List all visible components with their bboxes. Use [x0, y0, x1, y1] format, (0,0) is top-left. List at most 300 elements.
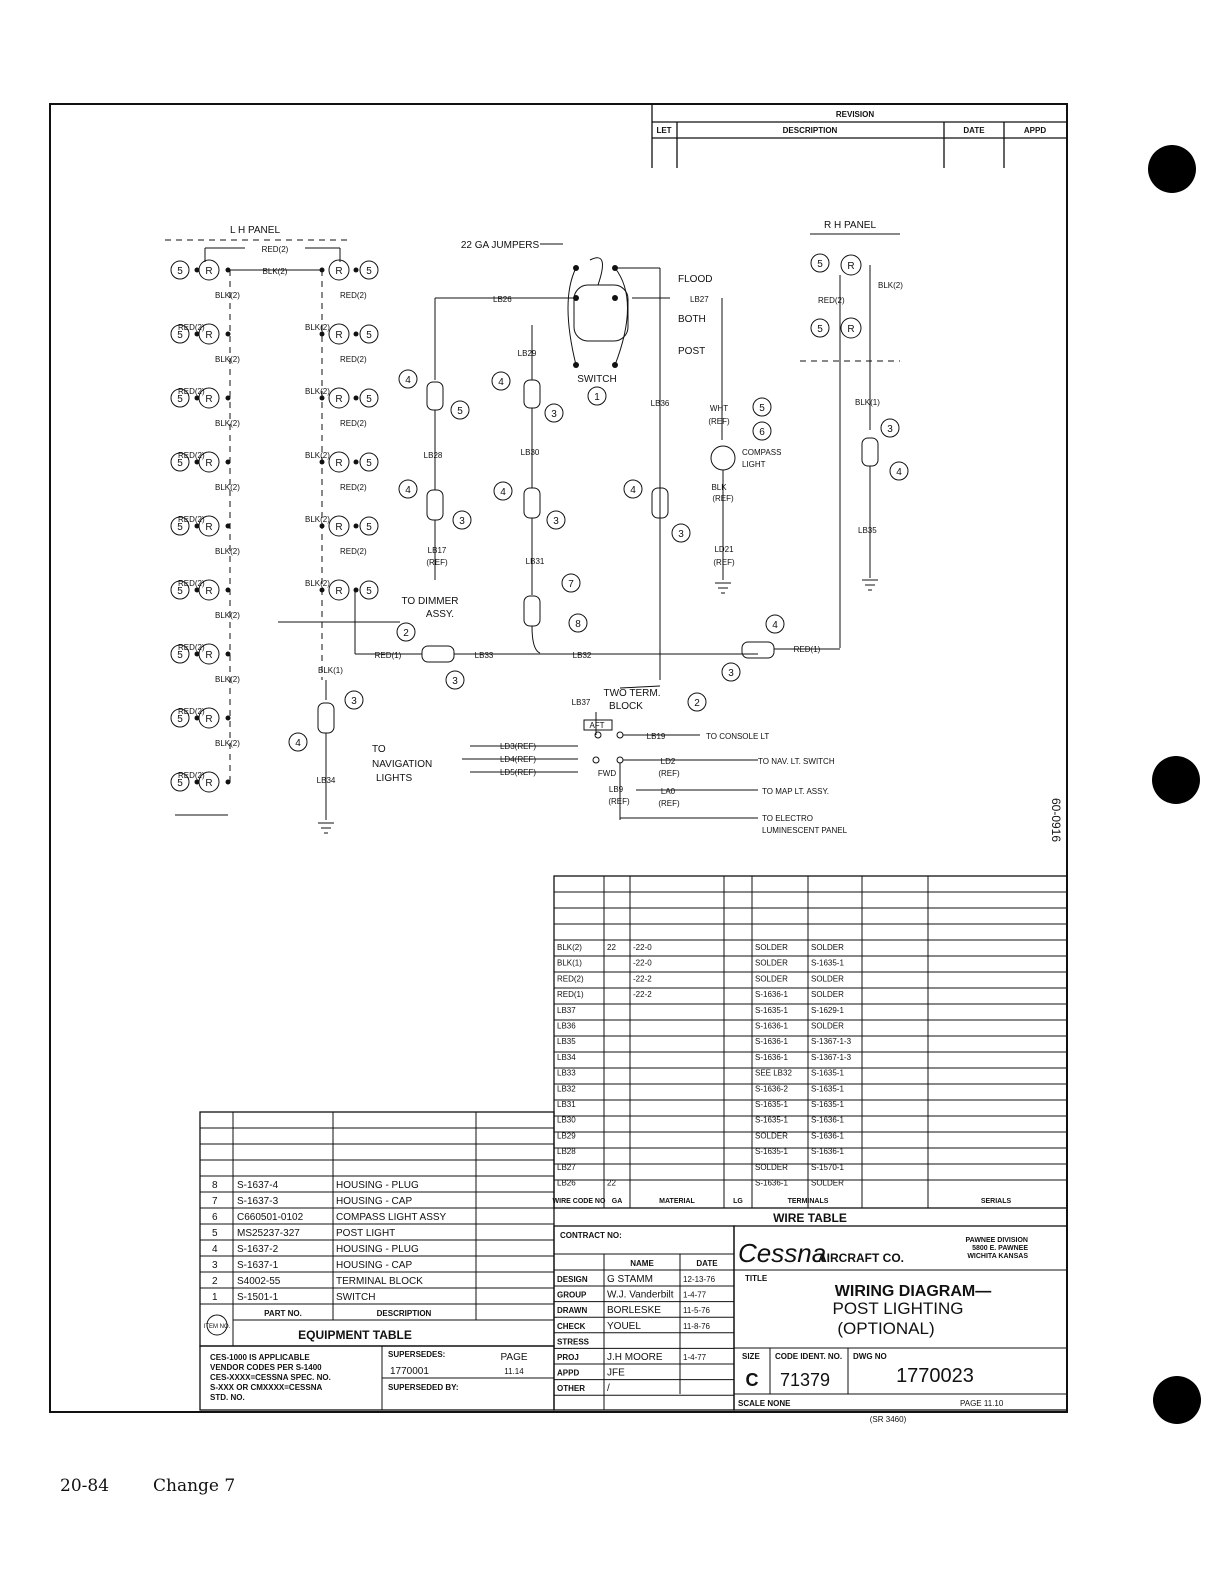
wire-lb31: LB31: [525, 557, 545, 566]
wire-lb30: LB30: [520, 448, 540, 457]
dest-electro1: TO ELECTRO: [762, 814, 813, 823]
title-label: TITLE: [745, 1274, 768, 1283]
wire-table-cell: LB33: [557, 1068, 576, 1078]
wire-table-cell: BLK(1): [557, 958, 582, 968]
svg-text:1: 1: [594, 392, 600, 403]
terminal-block-area: [372, 686, 848, 835]
wire-table-title: WIRE TABLE: [773, 1211, 847, 1225]
callout-5: 5: [366, 586, 372, 597]
lh-left-post-light: [171, 260, 231, 280]
rh-post-light-1: [811, 254, 861, 275]
svg-text:3: 3: [459, 516, 465, 527]
wire-ld21: LD21: [714, 545, 734, 554]
wire-table-cell: 22: [607, 1178, 616, 1188]
svg-text:3: 3: [351, 696, 357, 707]
lh-left-wire-label: RED(2): [178, 451, 205, 460]
lamp-letter: R: [335, 394, 343, 405]
wire-lb33: LB33: [474, 651, 494, 660]
note-3: CES-XXXX=CESSNA SPEC. NO.: [210, 1373, 331, 1382]
lh-left-wire-label: BLK(2): [215, 355, 240, 364]
lh-right-wire-label: RED(2): [340, 483, 367, 492]
code-ident-value: 71379: [780, 1370, 831, 1390]
wire-table-cell: S-1635-1: [755, 1100, 788, 1109]
wire-table-cell: RED(1): [557, 990, 584, 1000]
lh-panel: [165, 225, 378, 792]
eq-part-no: S-1637-4: [237, 1180, 279, 1191]
wire-wht: WHT: [709, 404, 729, 413]
approval-role: OTHER: [557, 1384, 585, 1394]
eq-description: HOUSING - CAP: [336, 1260, 413, 1271]
wire-blk-compass: BLK: [711, 483, 727, 492]
eq-part-no: S4002-55: [237, 1276, 281, 1287]
lh-left-wire-label: BLK(2): [215, 675, 240, 684]
wire-table-cell: SOLDER: [811, 1021, 844, 1031]
svg-text:3: 3: [551, 409, 557, 420]
approval-name: /: [607, 1383, 610, 1395]
wire-table-cell: SOLDER: [811, 990, 844, 1000]
compass-light-bulb: [711, 446, 735, 470]
dest-lb9: LB9: [608, 785, 624, 794]
eq-part-no: S-1637-3: [237, 1196, 279, 1207]
dest-ld2: LD2: [660, 757, 676, 766]
callout-5: 5: [177, 394, 183, 405]
wire-lb17-ref: (REF): [426, 558, 448, 567]
lamp-letter: R: [205, 586, 213, 597]
eq-description: COMPASS LIGHT ASSY: [336, 1212, 447, 1223]
code-ident-label: CODE IDENT. NO.: [775, 1352, 843, 1361]
callout-5: 5: [177, 522, 183, 533]
wire-table-cell: S-1367-1-3: [811, 1052, 852, 1062]
wire-table-cell: S-1635-1: [755, 1115, 788, 1125]
wire-table-cell: LB27: [557, 1162, 576, 1172]
drawing-border: [50, 104, 1067, 1412]
svg-text:4: 4: [405, 375, 411, 386]
page-number: PAGE 11.10: [960, 1399, 1004, 1408]
lh-left-wire-label: BLK(2): [215, 547, 240, 556]
wire-table-cell: SOLDER: [811, 1178, 844, 1188]
wire-table-cell: S-1635-1: [811, 1084, 844, 1094]
note-2: VENDOR CODES PER S-1400: [210, 1363, 322, 1372]
wire-table-cell: LB31: [557, 1100, 576, 1109]
approval-role: PROJ: [557, 1353, 579, 1362]
lh-left-wire-label: BLK(2): [215, 739, 240, 748]
lh-right-wire-label: BLK(2): [305, 515, 330, 524]
wire-table-cell: SOLDER: [755, 1131, 788, 1141]
wire-blk-ref: (REF): [712, 494, 734, 503]
notes-block: [200, 1346, 554, 1410]
note-1: CES-1000 IS APPLICABLE: [210, 1353, 310, 1362]
lb35-label: LB35: [858, 526, 877, 535]
svg-text:3: 3: [887, 424, 893, 435]
nav-ld3: LD3(REF): [499, 742, 537, 751]
rh-panel-title: R H PANEL: [823, 220, 877, 231]
callout-5: 5: [366, 458, 372, 469]
eq-part-header: PART NO.: [264, 1309, 302, 1318]
eq-part-no: MS25237-327: [237, 1228, 300, 1239]
terminal-block-line2: BLOCK: [609, 701, 643, 712]
wire-ld21-ref: (REF): [713, 558, 735, 567]
revision-appd: APPD: [1023, 126, 1047, 135]
title-line-3: (OPTIONAL): [837, 1319, 935, 1338]
wire-table-cell: S-1636-1: [811, 1115, 844, 1125]
dest-console: TO CONSOLE LT: [706, 732, 770, 741]
lh-right-wire-label: RED(2): [340, 291, 367, 300]
eq-part-no: S-1501-1: [237, 1292, 279, 1303]
wire-table-cell: LB34: [557, 1052, 576, 1062]
approval-date: 12-13-76: [683, 1275, 716, 1284]
approval-name: YOUEL: [607, 1320, 641, 1332]
division-1: PAWNEE DIVISION: [965, 1237, 1028, 1244]
eq-description: POST LIGHT: [336, 1228, 396, 1239]
wire-table-cell: 22: [607, 943, 616, 952]
revision-let: LET: [656, 126, 672, 135]
approval-date: 1-4-77: [683, 1290, 707, 1300]
eq-item-no: 4: [212, 1244, 218, 1255]
approval-name: BORLESKE: [607, 1305, 661, 1317]
wire-blk1-lh: BLK(1): [318, 666, 343, 675]
eq-part-no: S-1637-2: [237, 1244, 279, 1255]
switch-post: POST: [678, 346, 706, 357]
svg-text:4: 4: [896, 467, 902, 478]
switch-both: BOTH: [678, 314, 706, 325]
wire-table-cell: S-1635-1: [811, 958, 844, 968]
size-label: SIZE: [742, 1352, 760, 1361]
callout-5: 5: [177, 586, 183, 597]
revision-block: [652, 104, 1067, 168]
wire-table-cell: LB30: [557, 1115, 576, 1125]
lh-left-wire-label: RED(2): [178, 387, 205, 396]
wire-lb27: LB27: [690, 295, 709, 304]
lh-left-wire-label: RED(2): [178, 707, 205, 716]
eq-description: HOUSING - PLUG: [336, 1180, 419, 1191]
approval-name: G STAMM: [607, 1274, 653, 1285]
approval-date: 1-4-77: [683, 1353, 707, 1362]
approval-role: APPD: [557, 1368, 580, 1378]
name-header: NAME: [630, 1259, 654, 1268]
lh-right-wire-label: BLK(2): [305, 451, 330, 460]
svg-text:R: R: [847, 324, 855, 335]
wire-lb17: LB17: [427, 546, 447, 555]
lh-right-wire-label: BLK(2): [305, 387, 330, 396]
eq-part-no: S-1637-1: [237, 1260, 279, 1271]
wire-table-cell: S-1367-1-3: [811, 1037, 852, 1047]
approval-role: DRAWN: [557, 1306, 588, 1316]
approval-name: W.J. Vanderbilt: [607, 1289, 674, 1301]
rh-red2-label: RED(2): [818, 296, 845, 305]
wire-wht-ref: (REF): [708, 417, 730, 426]
equipment-table: [200, 1112, 554, 1346]
wire-table-cell: LB29: [557, 1131, 576, 1141]
contract-label: CONTRACT NO:: [560, 1231, 622, 1240]
wire-table-cell: -22-2: [633, 990, 652, 1000]
rh-blk2-label: BLK(2): [878, 281, 903, 290]
wire-table-header: GA: [611, 1198, 623, 1205]
wire-table-cell: S-1636-1: [755, 1052, 788, 1062]
svg-text:5: 5: [817, 259, 823, 270]
svg-text:4: 4: [772, 620, 778, 631]
dest-map: TO MAP LT. ASSY.: [762, 787, 829, 796]
eq-item-no: 1: [212, 1292, 218, 1303]
equipment-table-title: EQUIPMENT TABLE: [298, 1328, 412, 1342]
svg-text:3: 3: [553, 516, 559, 527]
wire-lb37: LB37: [571, 698, 591, 707]
svg-text:6: 6: [759, 427, 765, 438]
footer-change: Change 7: [153, 1476, 236, 1496]
lh-left-wire-label: RED(2): [178, 771, 205, 780]
nav-ld5: LD5(REF): [499, 768, 537, 777]
revision-date: DATE: [963, 126, 985, 135]
lh-left-wire-label: BLK(2): [215, 611, 240, 620]
nav-ld4: LD4(REF): [499, 755, 537, 764]
svg-text:R: R: [847, 261, 855, 272]
note-4: S-XXX OR CMXXXX=CESSNA: [210, 1383, 323, 1392]
svg-text:3: 3: [452, 676, 458, 687]
svg-text:2: 2: [694, 698, 700, 709]
wire-table-cell: S-1635-1: [755, 1005, 788, 1015]
wire-table-cell: S-1636-1: [755, 1178, 788, 1188]
title-block: [734, 1226, 1067, 1424]
page-label: PAGE: [500, 1352, 528, 1363]
compass-line1: COMPASS: [742, 448, 782, 457]
wire-table-cell: S-1629-1: [811, 1005, 844, 1015]
footer-page-number: 20-84: [60, 1476, 110, 1496]
approval-date: 11-5-76: [683, 1306, 710, 1316]
svg-text:4: 4: [498, 377, 504, 388]
eq-item-no: 8: [212, 1180, 218, 1191]
wire-table-header: TERMINALS: [787, 1198, 829, 1205]
wire-table-cell: S-1635-1: [755, 1147, 788, 1157]
lh-left-wire-label: RED(2): [178, 515, 205, 524]
svg-text:5: 5: [759, 403, 765, 414]
wire-table: [553, 876, 1067, 1225]
callout-5: 5: [366, 522, 372, 533]
svg-text:7: 7: [568, 579, 574, 590]
wire-table-cell: S-1636-1: [811, 1131, 844, 1141]
svg-text:5: 5: [817, 324, 823, 335]
wire-lb34: LB34: [316, 776, 336, 785]
lamp-letter: R: [335, 522, 343, 533]
svg-text:4: 4: [500, 487, 506, 498]
eq-item-no: 5: [212, 1228, 218, 1239]
lamp-letter: R: [205, 458, 213, 469]
jumpers-label: 22 GA JUMPERS: [460, 240, 540, 251]
lamp-letter: R: [335, 586, 343, 597]
lh-left-wire-label: RED(2): [178, 323, 205, 332]
svg-text:4: 4: [630, 485, 636, 496]
lamp-letter: R: [205, 778, 213, 789]
callout-5: 5: [366, 266, 372, 277]
nav-line3: LIGHTS: [376, 773, 413, 784]
lh-top-red-wire: RED(2): [261, 245, 289, 254]
eq-item-no-label: ITEM NO.: [203, 1324, 231, 1330]
lh-top-blk-wire: BLK(2): [262, 267, 288, 276]
wire-table-cell: LB36: [557, 1021, 576, 1031]
terminal-fwd: FWD: [597, 769, 617, 778]
callout-5: 5: [366, 394, 372, 405]
wire-table-header: SERIALS: [980, 1198, 1012, 1205]
wire-table-cell: BLK(2): [557, 943, 582, 952]
approval-date: 11-8-76: [683, 1321, 710, 1331]
svg-text:5: 5: [457, 406, 463, 417]
dest-la0: LA0: [660, 787, 676, 796]
eq-description: HOUSING - PLUG: [336, 1244, 419, 1255]
rh-post-light-2: [811, 318, 861, 338]
wiring: [175, 295, 840, 833]
wire-table-cell: -22-0: [633, 943, 652, 952]
lh-panel-title: L H PANEL: [229, 225, 281, 236]
wire-table-cell: LB35: [557, 1037, 576, 1047]
lh-right-wire-label: BLK(2): [305, 323, 330, 332]
dimmer-line2: ASSY.: [425, 609, 455, 620]
approval-name: JFE: [607, 1367, 625, 1379]
rh-blk1-label: BLK(1): [855, 398, 880, 407]
wire-table-cell: S-1636-1: [755, 1037, 788, 1047]
compass-line2: LIGHT: [742, 460, 766, 469]
lamp-letter: R: [205, 714, 213, 725]
lamp-letter: R: [335, 458, 343, 469]
date-header: DATE: [696, 1259, 718, 1268]
company-name: AIRCRAFT CO.: [818, 1251, 904, 1265]
lh-left-wire-label: BLK(2): [215, 419, 240, 428]
approval-name: J.H MOORE: [607, 1352, 663, 1363]
note-5: STD. NO.: [210, 1393, 245, 1402]
eq-item-no: 2: [212, 1276, 218, 1287]
wire-table-cell: LB28: [557, 1147, 576, 1157]
wire-lb26: LB26: [493, 295, 512, 304]
wire-table-cell: LB26: [557, 1178, 576, 1188]
title-line-2: POST LIGHTING: [832, 1299, 964, 1318]
lamp-letter: R: [205, 522, 213, 533]
lh-right-post-light: [320, 260, 379, 280]
wire-table-header: LG: [733, 1198, 743, 1205]
approval-role: DESIGN: [557, 1275, 588, 1284]
switch-flood: FLOOD: [678, 274, 713, 285]
callout-5: 5: [177, 330, 183, 341]
callout-5: 5: [177, 266, 183, 277]
wire-table-cell: RED(2): [557, 974, 584, 984]
callout-5: 5: [177, 458, 183, 469]
eq-desc-header: DESCRIPTION: [376, 1309, 432, 1318]
division-3: WICHITA KANSAS: [967, 1253, 1028, 1260]
lamp-letter: R: [335, 330, 343, 341]
wire-red1-left: RED(1): [374, 651, 402, 660]
terminal-aft: AFT: [589, 721, 605, 730]
wire-table-cell: S-1635-1: [811, 1100, 844, 1109]
dest-ld2-ref: (REF): [658, 769, 680, 778]
wire-lb32: LB32: [572, 651, 592, 660]
wire-table-cell: SOLDER: [755, 974, 788, 984]
wire-lb36: LB36: [650, 399, 670, 408]
approval-role: GROUP: [557, 1290, 587, 1300]
svg-text:4: 4: [295, 738, 301, 749]
supersedes-label: SUPERSEDES:: [388, 1350, 446, 1359]
wire-table-cell: -22-0: [633, 958, 652, 968]
eq-item-no: 3: [212, 1260, 218, 1271]
sr-number: (SR 3460): [869, 1415, 907, 1424]
wire-table-cell: S-1636-1: [755, 990, 788, 1000]
title-line-1: WIRING DIAGRAM—: [834, 1283, 992, 1300]
page-value: 11.14: [504, 1367, 524, 1376]
dest-lb19: LB19: [646, 732, 666, 741]
lamp-letter: R: [205, 650, 213, 661]
callout-5: 5: [177, 714, 183, 725]
wire-lb29: LB29: [517, 349, 537, 358]
wire-table-cell: LB37: [557, 1005, 576, 1015]
dest-navsw: TO NAV. LT. SWITCH: [758, 757, 835, 766]
dimmer-line1: TO DIMMER: [401, 596, 459, 607]
switch-label: SWITCH: [577, 374, 617, 385]
lamp-letter: R: [335, 266, 343, 277]
rh-panel: [800, 220, 908, 648]
lh-right-wire-label: BLK(2): [305, 579, 330, 588]
wire-red1-right: RED(1): [793, 645, 821, 654]
nav-line2: NAVIGATION: [372, 759, 433, 770]
dest-electro2: LUMINESCENT PANEL: [762, 826, 848, 835]
ground-symbol: [862, 580, 878, 590]
callout-5: 5: [177, 778, 183, 789]
wire-table-header: MATERIAL: [659, 1198, 695, 1205]
eq-item-no: 7: [212, 1196, 218, 1207]
eq-description: SWITCH: [336, 1292, 376, 1303]
wire-table-cell: LB32: [557, 1084, 576, 1094]
terminal-block-line1: TWO TERM.: [603, 688, 661, 699]
callout-5: 5: [177, 650, 183, 661]
svg-text:8: 8: [575, 619, 581, 630]
lh-right-wire-label: RED(2): [340, 355, 367, 364]
approval-role: CHECK: [557, 1321, 586, 1331]
approvals-block: [554, 1226, 734, 1410]
wire-table-cell: SOLDER: [755, 943, 788, 952]
nav-line1: TO: [372, 744, 386, 755]
wire-table-cell: SOLDER: [811, 943, 844, 952]
eq-description: TERMINAL BLOCK: [336, 1276, 423, 1287]
cessna-logo: Cessna: [738, 1238, 827, 1268]
lamp-letter: R: [205, 394, 213, 405]
dwg-no-value: 1770023: [896, 1365, 974, 1387]
callout-5: 5: [366, 330, 372, 341]
division-2: 5800 E. PAWNEE: [972, 1245, 1028, 1252]
eq-item-no: 6: [212, 1212, 218, 1223]
wire-table-cell: S-1635-1: [811, 1068, 844, 1078]
scale-value: SCALE NONE: [738, 1399, 791, 1408]
wire-table-cell: -22-2: [633, 974, 652, 984]
dest-la0-ref: (REF): [658, 799, 680, 808]
eq-description: HOUSING - CAP: [336, 1196, 413, 1207]
revision-title: REVISION: [835, 110, 875, 119]
sheet-id: 60-0916: [1049, 797, 1063, 843]
svg-text:2: 2: [403, 628, 409, 639]
lamp-letter: R: [205, 330, 213, 341]
lh-right-wire-label: RED(2): [340, 547, 367, 556]
wire-table-header: WIRE CODE NO: [552, 1198, 606, 1205]
wire-table-cell: S-1570-1: [811, 1162, 844, 1172]
svg-text:3: 3: [728, 668, 734, 679]
lh-left-wire-label: BLK(2): [215, 291, 240, 300]
wire-lb28: LB28: [423, 451, 443, 460]
eq-part-no: C660501-0102: [237, 1212, 304, 1223]
superseded-by-label: SUPERSEDED BY:: [388, 1383, 459, 1392]
lh-right-wire-label: RED(2): [340, 419, 367, 428]
svg-text:3: 3: [678, 529, 684, 540]
lamp-letter: R: [205, 266, 213, 277]
wire-table-cell: SEE LB32: [755, 1068, 792, 1078]
wire-table-cell: S-1636-2: [755, 1084, 788, 1094]
revision-description: DESCRIPTION: [782, 126, 838, 135]
wire-table-cell: S-1636-1: [811, 1147, 844, 1157]
supersedes-value: 1770001: [390, 1366, 429, 1377]
approval-role: STRESS: [557, 1337, 590, 1347]
lh-left-wire-label: RED(2): [178, 579, 205, 588]
